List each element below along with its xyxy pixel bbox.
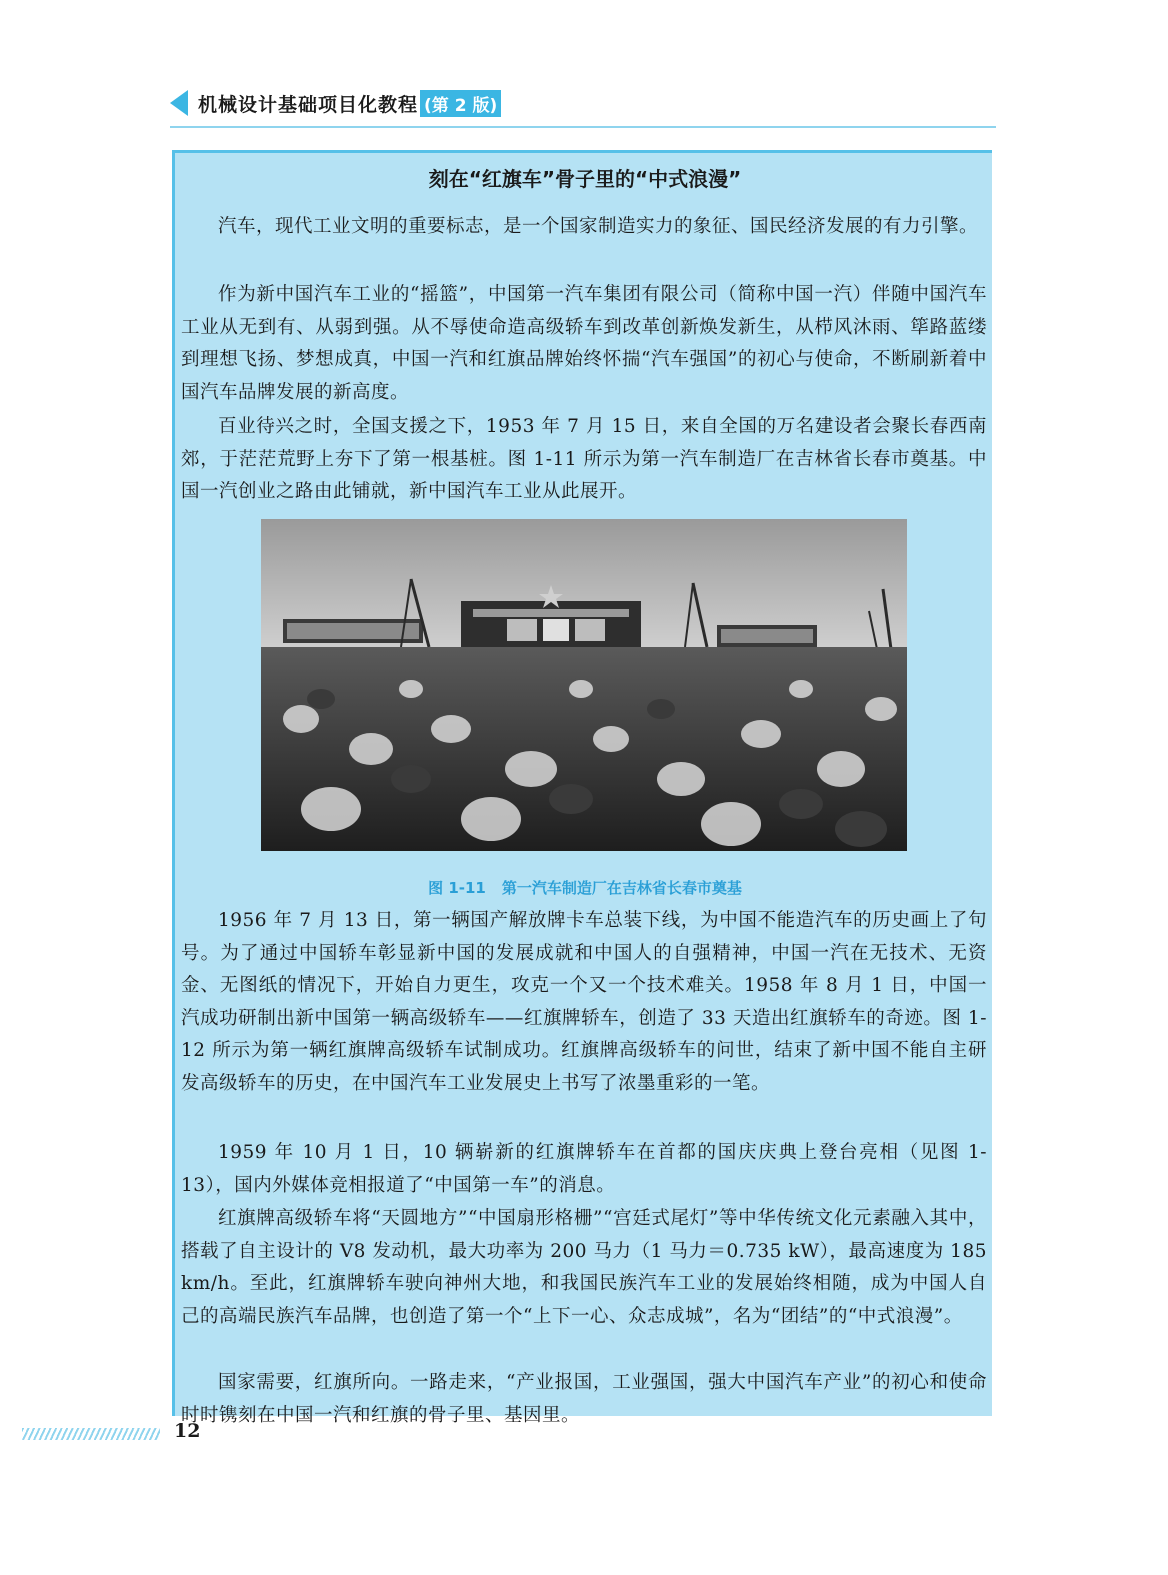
- figure-caption-text: 第一汽车制造厂在吉林省长春市奠基: [501, 879, 742, 897]
- header-divider: [170, 126, 996, 128]
- reading-box: [172, 150, 992, 1426]
- figure-caption: [175, 877, 995, 898]
- paragraph-5: 1959 年 10 月 1 日，10 辆崭新的红旗牌轿车在首都的国庆庆典上登台亮相（见图 1-13），国内外媒体竞相报道了“中国第一车”的消息。: [181, 1142, 987, 1196]
- book-title: 机械设计基础项目化教程: [198, 93, 419, 116]
- groundbreaking-photo: [261, 519, 907, 851]
- paragraph-7: 国家需要，红旗所向。一路走来，“产业报国，工业强国，强大中国汽车产业”的初心和使命时时镌刻在中国一汽和红旗的骨子里、基因里。: [181, 1372, 987, 1426]
- footer-stripes: [22, 1428, 160, 1440]
- paragraph-6: 红旗牌高级轿车将“天圆地方”“中国扇形格栅”“宫廷式尾灯”等中华传统文化元素融入其中，搭载了自主设计的 V8 发动机，最大功率为 200 马力（1 马力＝0.735 kW），最高速度为 185 km/h。至此，红旗牌轿车驶向神州大地，和我国民族汽车工业的发展始终相随，成为中国人自己的高端民族汽车品牌，也创造了第一个“上下一心、众志成城”，名为“团结”的“中式浪漫”。: [181, 1208, 987, 1327]
- page-number: 12: [174, 1420, 201, 1442]
- figure-number: 图 1-11: [428, 879, 486, 897]
- header-arrow-icon: [170, 90, 188, 116]
- edition-badge: (第 2 版): [420, 90, 501, 117]
- paragraph-1: 汽车，现代工业文明的重要标志，是一个国家制造实力的象征、国民经济发展的有力引擎。: [218, 216, 979, 237]
- paragraph-3: 百业待兴之时，全国支援之下，1953 年 7 月 15 日，来自全国的万名建设者会聚长春西南郊，于茫茫荒野上夯下了第一根基桩。图 1-11 所示为第一汽车制造厂在吉林省长春市奠基。中国一汽创业之路由此铺就，新中国汽车工业从此展开。: [181, 416, 987, 502]
- paragraph-2: 作为新中国汽车工业的“摇篮”，中国第一汽车集团有限公司（简称中国一汽）伴随中国汽车工业从无到有、从弱到强。从不辱使命造高级轿车到改革创新焕发新生，从栉风沐雨、筚路蓝缕到理想飞扬、梦想成真，中国一汽和红旗品牌始终怀揣“汽车强国”的初心与使命，不断刷新着中国汽车品牌发展的新高度。: [181, 284, 987, 403]
- running-header: [170, 88, 501, 118]
- box-title: 刻在“红旗车”骨子里的“中式浪漫”: [428, 167, 742, 191]
- paragraph-4: 1956 年 7 月 13 日，第一辆国产解放牌卡车总装下线，为中国不能造汽车的历史画上了句号。为了通过中国轿车彰显新中国的发展成就和中国人的自强精神，中国一汽在无技术、无资金、无图纸的情况下，开始自力更生，攻克一个又一个技术难关。1958 年 8 月 1 日，中国一汽成功研制出新中国第一辆高级轿车——红旗牌轿车，创造了 33 天造出红旗轿车的奇迹。图 1-12 所示为第一辆红旗牌高级轿车试制成功。红旗牌高级轿车的问世，结束了新中国不能自主研发高级轿车的历史，在中国汽车工业发展史上书写了浓墨重彩的一笔。: [181, 910, 987, 1094]
- photo-illustration: [261, 519, 907, 851]
